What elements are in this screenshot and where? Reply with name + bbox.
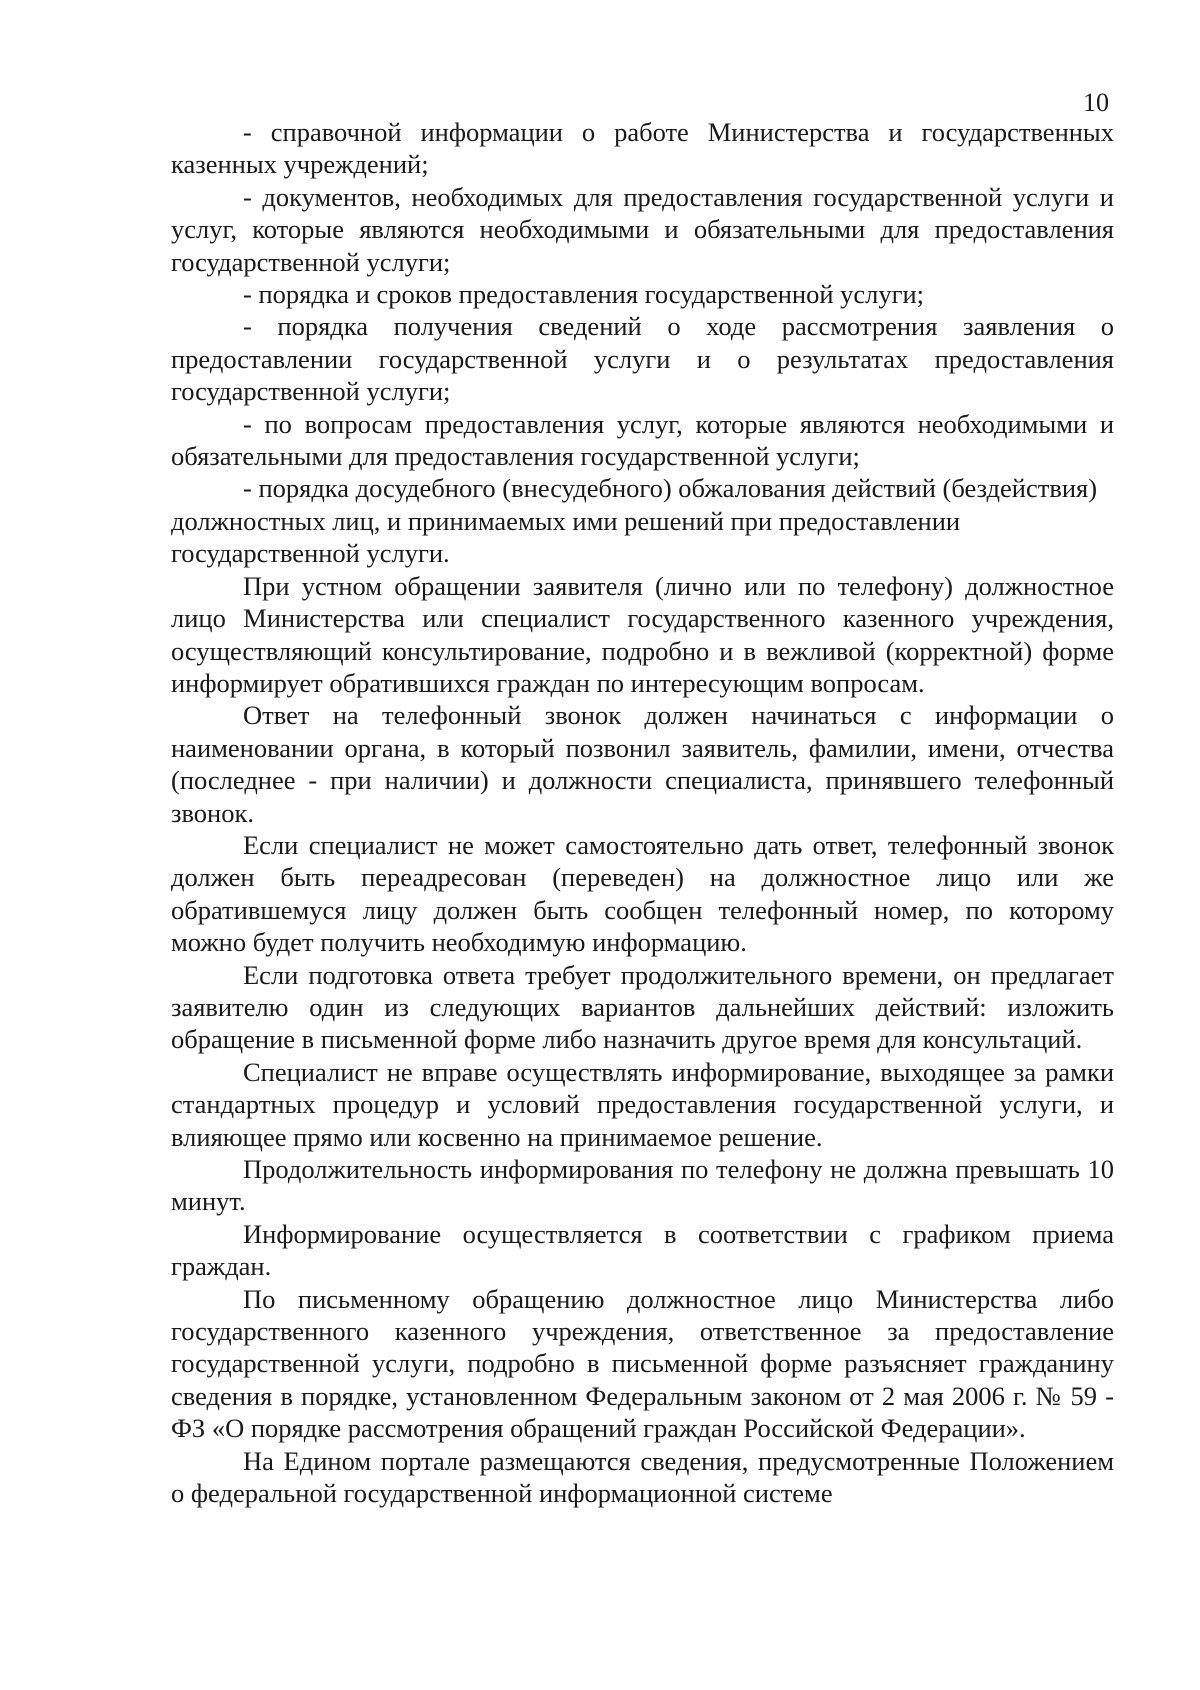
paragraph-specialist-limits: Специалист не вправе осуществлять информирование, выходящее за рамки стандартных процедур и условий предоставления государственной услуги, и влияющее прямо или косвенно на принимаемое решение. <box>171 1056 1114 1152</box>
paragraph-written-request: По письменному обращению должностное лицо Министерства либо государственного казенного учреждения, ответственное за предоставление государственной услуги, подробно в письменной форме разъясняет гражданину сведения в порядке, установленном Федеральным законом от 2 мая 2006 г. № 59 - ФЗ «О порядке рассмотрения обращений граждан Российской Федерации». <box>171 1283 1114 1444</box>
paragraph-oral-request: При устном обращении заявителя (лично или по телефону) должностное лицо Министерства или специалист государственного казенного учреждения, осуществляющий консультирование, подробно и в вежливой (корректной) форме информирует обратившихся граждан по интересующим вопросам. <box>171 570 1114 698</box>
paragraph-appeal-procedure: - порядка досудебного (внесудебного) обжалования действий (бездействия) должностных лиц, и принимаемых ими решений при предоставлении государственной услуги. <box>171 473 1098 569</box>
paragraph-procedure-terms: - порядка и сроков предоставления государственной услуги; <box>243 279 925 310</box>
paragraph-unified-portal: На Едином портале размещаются сведения, предусмотренные Положением о федеральной государственной информационной системе <box>171 1445 1114 1509</box>
paragraph-long-preparation: Если подготовка ответа требует продолжительного времени, он предлагает заявителю один из следующих вариантов дальнейших действий: изложить обращение в письменной форме либо назначить другое время для консультаций. <box>171 959 1114 1055</box>
document-body <box>171 116 1114 1509</box>
page-number: 10 <box>1083 88 1109 117</box>
paragraph-reference-info: - справочной информации о работе Министерства и государственных казенных учреждений; <box>171 117 1114 180</box>
paragraph-call-redirect: Если специалист не может самостоятельно дать ответ, телефонный звонок должен быть переадресован (переведен) на должностное лицо или же обратившемуся лицу должен быть сообщен телефонный номер, по которому можно будет получить необходимую информацию. <box>171 829 1114 958</box>
paragraph-necessary-services: - по вопросам предоставления услуг, которые являются необходимыми и обязательными для предоставления государственной услуги; <box>171 408 1114 472</box>
paragraph-progress-info: - порядка получения сведений о ходе рассмотрения заявления о предоставлении государственной услуги и о результатах предоставления государственной услуги; <box>171 311 1114 407</box>
paragraph-schedule: Информирование осуществляется в соответствии с графиком приема граждан. <box>171 1218 1114 1282</box>
paragraph-documents: - документов, необходимых для предоставления государственной услуги и услуг, которые являются необходимыми и обязательными для предоставления государственной услуги; <box>171 181 1114 277</box>
paragraph-duration: Продолжительность информирования по телефону не должна превышать 10 минут. <box>171 1154 1114 1217</box>
paragraph-phone-answer: Ответ на телефонный звонок должен начинаться с информации о наименовании органа, в который позвонил заявитель, фамилии, имени, отчества (последнее - при наличии) и должности специалиста, принявшего телефонный звонок. <box>171 700 1114 828</box>
